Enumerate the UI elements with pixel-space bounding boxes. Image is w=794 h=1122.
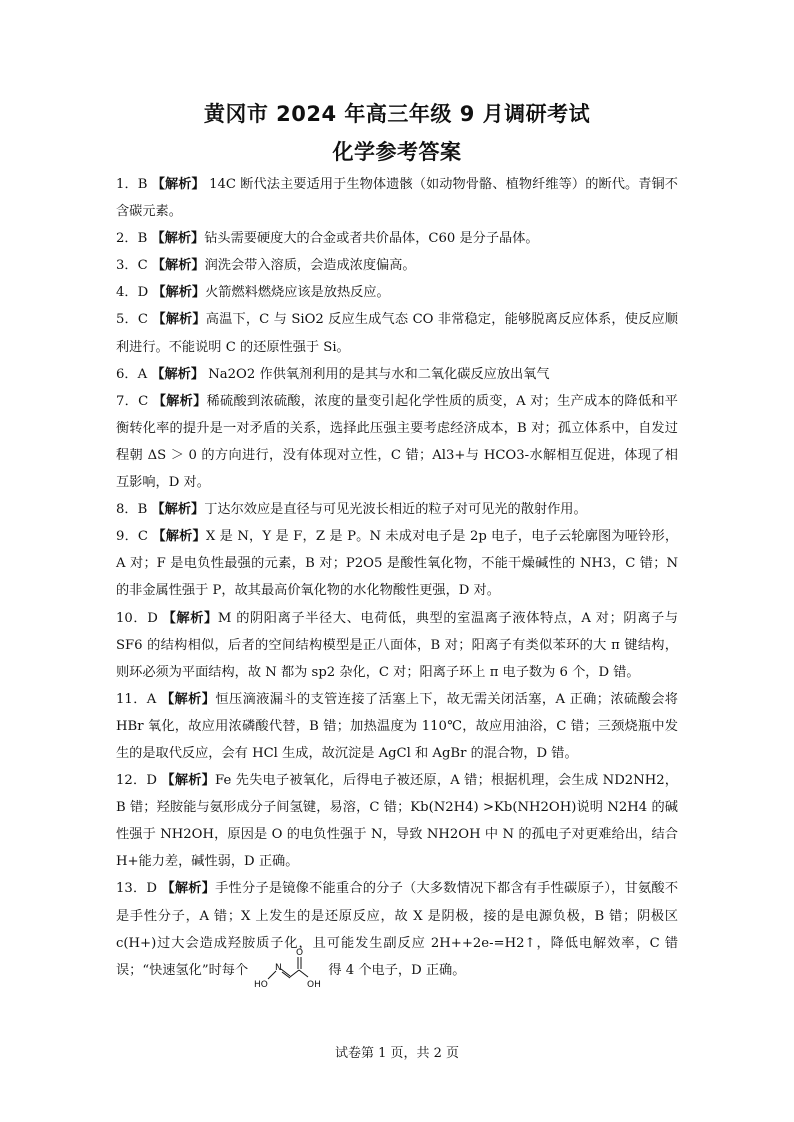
answer-7 — [116, 388, 678, 496]
analysis-tag: 【解析】 — [152, 285, 206, 301]
answer-9 — [116, 523, 678, 604]
answer-5 — [116, 306, 678, 360]
answer-11 — [116, 686, 678, 767]
analysis-tag: 【解析】 — [162, 610, 218, 626]
answer-3 — [116, 252, 678, 279]
analysis-tag: 【解析】 — [151, 502, 205, 518]
answer-number: 2．B — [116, 231, 148, 247]
answer-text: 恒压滴液漏斗的支管连接了活塞上下，故无需关闭活塞，A 正确；浓硫酸会将 HBr 氧化，故应用浓磷酸代替，B 错；加热温度为 110℃，故应用油浴，C 错；三颈烧瓶中发生的是取代反应，会有 HCl 生成，故沉淀是 AgCl 和 AgBr 的混合物，D 错。 — [116, 691, 678, 761]
answer-number: 1．B — [116, 177, 148, 192]
analysis-tag: 【解析】 — [151, 231, 205, 247]
answer-13 — [116, 875, 679, 990]
answer-8 — [116, 496, 678, 523]
answer-text: 高温下，C 与 SiO2 反应生成气态 CO 非常稳定，能够脱离反应体系，使反应顺利进行。不能说明 C 的还原性强于 Si。 — [116, 312, 678, 355]
answer-text: X 是 N，Y 是 F，Z 是 P。N 未成对电子是 2p 电子，电子云轮廓图为哑铃形，A 对；F 是电负性最强的元素，B 对；P2O5 是酸性氧化物，不能干燥碱性的 NH3，C 错；N 的非金属性强于 P，故其最高价氧化物的水化物酸性更强，D 对。 — [116, 529, 679, 599]
nitrogen-label: N — [275, 963, 283, 974]
analysis-tag: 【解析】 — [160, 691, 216, 707]
answer-number: 9．C — [116, 529, 149, 545]
answer-number: 7．C — [116, 393, 149, 409]
answer-number: 10．D — [116, 610, 158, 626]
hydroxyl-label: HO — [254, 980, 269, 990]
answer-number: 5．C — [116, 312, 148, 328]
page-subtitle: 化学参考答案 — [332, 140, 462, 164]
answer-list — [116, 171, 679, 990]
answer-text: Fe 先失电子被氧化，后得电子被还原，A 错；根据机理，会生成 ND2NH2，B 错；羟胺能与氨形成分子间氢键，易溶，C 错；Kb(N2H4) >Kb(NH2OH)说明 N2H4 的碱性强于 NH2OH，原因是 O 的电负性强于 N，导致 NH2OH 中 N 的孤电子对更难给出，结合 H+能力差，碱性弱，D 正确。 — [116, 773, 678, 870]
answer-4 — [116, 279, 678, 306]
answer-text: M 的阴阳离子半径大、电荷低，典型的室温离子液体特点，A 对；阴离子与 SF6 的结构相似，后者的空间结构模型是正八面体，B 对；阳离子有类似苯环的大 π 键结构，则环必须为平面结构，故 N 都为 sp2 杂化，C 对；阳离子环上 π 电子数为 6 个，D 错。 — [116, 610, 679, 680]
analysis-tag: 【解析】 — [152, 529, 206, 545]
answer-text: 火箭燃料燃烧应该是放热反应。 — [205, 285, 390, 301]
analysis-tag: 【解析】 — [161, 773, 216, 789]
answer-text: 稀硫酸到浓硫酸，浓度的量变引起化学性质的质变，A 对；生产成本的降低和平衡转化率的提升是一对矛盾的关系，选择此压强主要考虑经济成本，B 对；孤立体系中，自发过程朝 ΔS ＞ 0 的方向进行，没有体现对立性，C 错；Al3+与 HCO3-水解相互促进，体现了相互影响，D 对。 — [116, 393, 678, 491]
analysis-tag: 【解析】 — [152, 393, 207, 409]
oxygen-label: O — [296, 948, 304, 959]
answer-number: 3．C — [116, 258, 148, 274]
answer-text-after: 得 4 个电子，D 正确。 — [328, 962, 466, 978]
glyoxylic-acid-oxime-structure-icon — [254, 945, 326, 989]
answer-text: 钻头需要硬度大的合金或者共价晶体，C60 是分子晶体。 — [204, 231, 539, 247]
answer-number: 13．D — [116, 881, 158, 897]
answer-number: 4．D — [116, 285, 149, 301]
answer-number: 8．B — [116, 502, 148, 518]
analysis-tag: 【解析】 — [151, 177, 205, 192]
answer-2 — [116, 225, 678, 252]
analysis-tag: 【解析】 — [152, 312, 206, 328]
answer-text: 丁达尔效应是直径与可见光波长相近的粒子对可见光的散射作用。 — [204, 502, 587, 518]
answer-number: 6．A — [116, 366, 148, 382]
answer-text: 润洗会带入溶质，会造成浓度偏高。 — [204, 258, 416, 274]
answer-text: 14C 断代法主要适用于生物体遗骸（如动物骨骼、植物纤维等）的断代。青铜不含碳元素。 — [116, 177, 678, 220]
page-title: 黄冈市 2024 年高三年级 9 月调研考试 — [203, 102, 591, 126]
answer-12 — [116, 767, 678, 875]
answer-number: 11．A — [116, 691, 157, 707]
analysis-tag: 【解析】 — [161, 881, 216, 897]
answer-number: 12．D — [116, 773, 157, 789]
answer-10 — [116, 605, 678, 686]
carboxyl-oh-label: OH — [307, 980, 322, 990]
answer-text: 手性分子是镜像不能重合的分子（大多数情况下都含有手性碳原子），甘氨酸不是手性分子，A 错；X 上发生的是还原反应，故 X 是阴极，接的是电源负极，B 错；阴极区 c(H+)过大会造成羟胺质子化，且可能发生副反应 2H++2e-=H2↑，降低电解效率，C 错误；“快速氢化”时每个 — [116, 881, 679, 978]
answer-text: Na2O2 作供氧剂利用的是其与水和二氧化碳反应放出氧气 — [208, 366, 550, 382]
analysis-tag: 【解析】 — [151, 258, 205, 274]
answer-1 — [116, 171, 678, 225]
answer-6 — [116, 361, 678, 388]
analysis-tag: 【解析】 — [151, 366, 205, 382]
page-footer: 试卷第 1 页，共 2 页 — [334, 1046, 460, 1061]
